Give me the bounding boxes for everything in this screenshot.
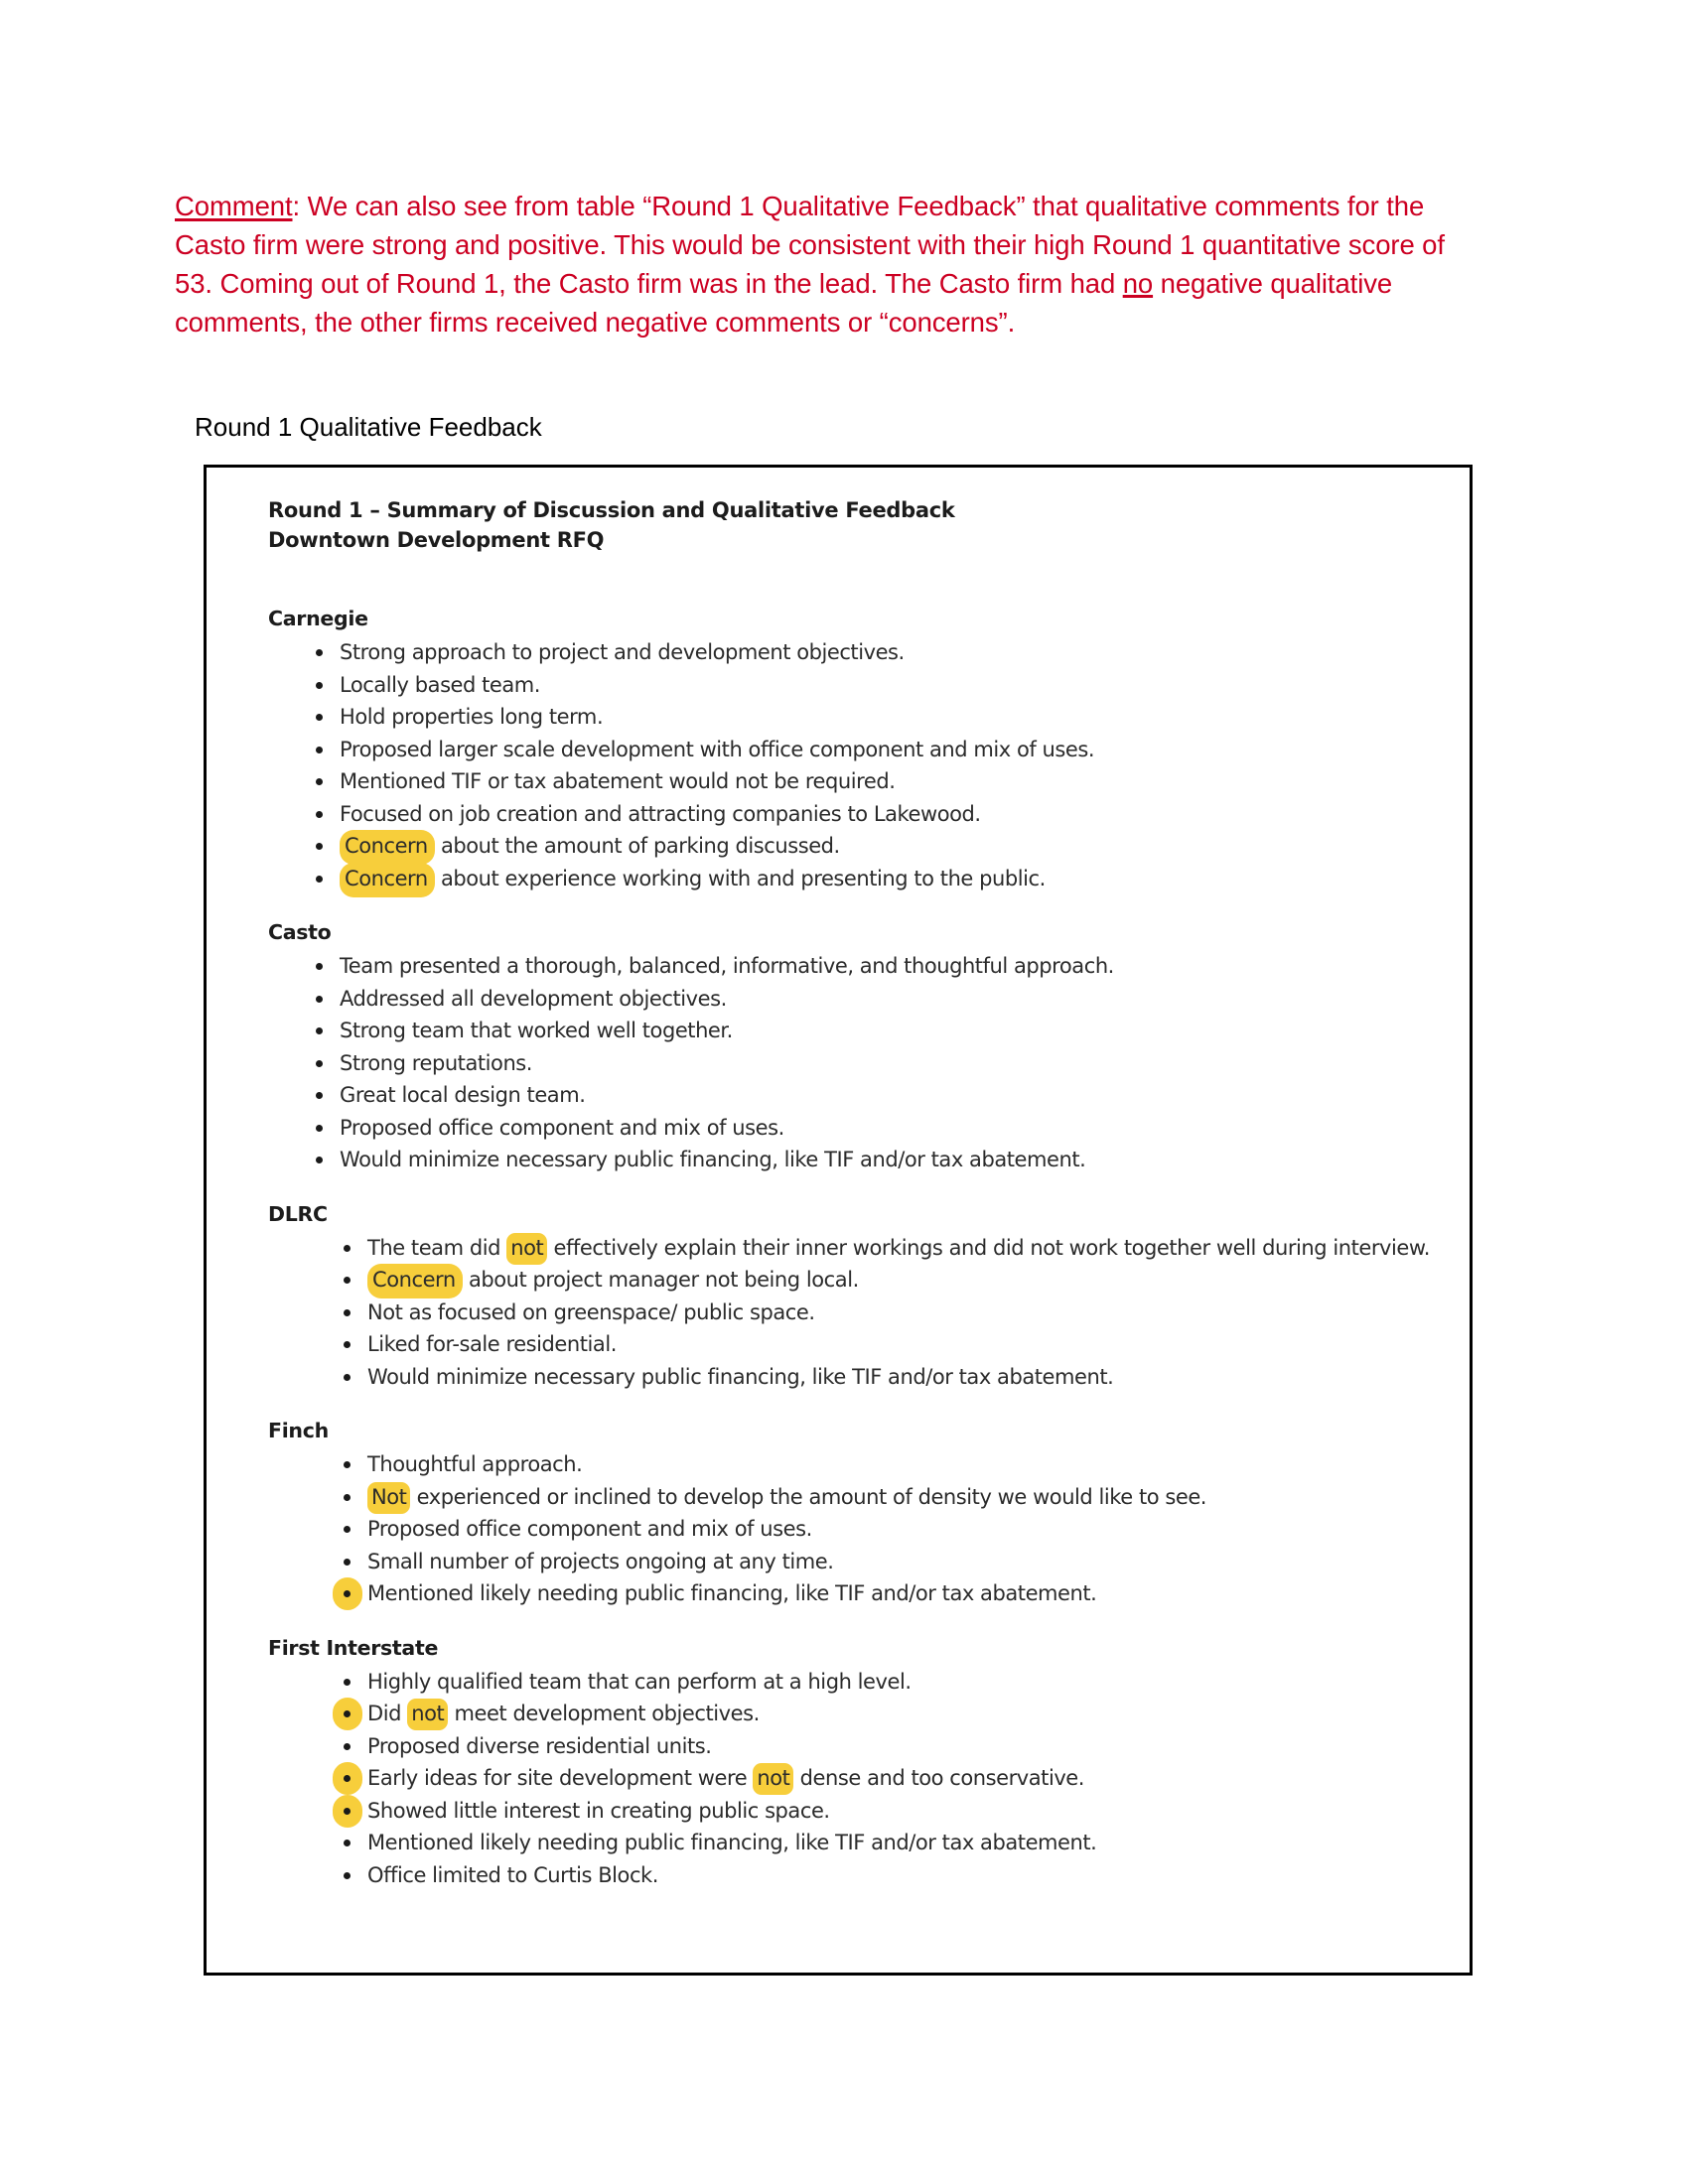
slide-title-line-1: Round 1 – Summary of Discussion and Qualitative Feedback bbox=[268, 498, 955, 522]
bullet-text bbox=[340, 1116, 784, 1140]
bullet-dot-icon bbox=[316, 1060, 323, 1067]
plain-text: effectively explain their inner workings and did not work together well during interview. bbox=[547, 1235, 1430, 1260]
bullet-item bbox=[268, 636, 1456, 669]
plain-text: Would minimize necessary public financing, like TIF and/or tax abatement. bbox=[367, 1364, 1114, 1389]
bullet-item bbox=[268, 863, 1456, 895]
bullet-dot-icon bbox=[316, 682, 323, 689]
plain-text: Great local design team. bbox=[340, 1083, 586, 1107]
firm-sections bbox=[268, 607, 1456, 1891]
highlighted-text: Concern bbox=[340, 863, 435, 897]
bullet-text bbox=[367, 1517, 812, 1541]
comment-label: Comment bbox=[175, 191, 293, 221]
bullet-text bbox=[340, 1051, 532, 1075]
plain-text: Strong approach to project and development objectives. bbox=[340, 640, 905, 664]
bullet-dot-icon bbox=[316, 1092, 323, 1099]
comment-text-part-2: negative qualitative comments, the other firms received negative comments or “concerns”. bbox=[175, 268, 1393, 338]
plain-text: Not as focused on greenspace/ public space. bbox=[367, 1299, 815, 1324]
bullet-text bbox=[340, 640, 905, 664]
bullet-item bbox=[268, 1795, 1456, 1828]
bullet-item bbox=[268, 701, 1456, 734]
bullet-text bbox=[367, 1863, 658, 1887]
plain-text: Proposed office component and mix of uses. bbox=[367, 1517, 812, 1541]
plain-text: Focused on job creation and attracting companies to Lakewood. bbox=[340, 801, 981, 826]
plain-text: Mentioned likely needing public financing, like TIF and/or tax abatement. bbox=[367, 1581, 1097, 1605]
bullet-dot-icon bbox=[344, 1245, 351, 1252]
bullet-list bbox=[268, 636, 1456, 894]
bullet-dot-icon bbox=[316, 876, 323, 883]
bullet-text bbox=[367, 1799, 830, 1823]
plain-text: about project manager not being local. bbox=[462, 1268, 859, 1292]
plain-text: dense and too conservative. bbox=[793, 1766, 1084, 1790]
plain-text: about the amount of parking discussed. bbox=[434, 834, 840, 858]
figure-caption: Round 1 Qualitative Feedback bbox=[195, 412, 542, 442]
bullet-text bbox=[340, 802, 981, 826]
bullet-text bbox=[340, 834, 840, 858]
slide-content bbox=[268, 495, 1456, 1891]
bullet-dot-icon bbox=[344, 1590, 351, 1597]
bullet-text bbox=[367, 1670, 912, 1694]
plain-text: Team presented a thorough, balanced, informative, and thoughtful approach. bbox=[340, 954, 1114, 978]
bullet-dot-icon bbox=[344, 1840, 351, 1846]
firm-name-carnegie: Carnegie bbox=[268, 607, 368, 630]
bullet-dot-icon bbox=[316, 649, 323, 656]
bullet-item bbox=[268, 1361, 1456, 1394]
slide-title bbox=[268, 495, 1456, 555]
bullet-item bbox=[268, 734, 1456, 766]
reviewer-comment-paragraph bbox=[175, 187, 1476, 341]
comment-label-suffix: : bbox=[292, 191, 301, 221]
bullet-dot-icon bbox=[316, 963, 323, 970]
bullet-dot-icon bbox=[344, 1277, 351, 1284]
comment-text-part-1: We can also see from table “Round 1 Qualitative Feedback” that qualitative comments for the Casto firm were strong and positive. This would be consistent with their high Round 1 quantitative score of 53. Coming out of Round 1, the Casto firm was in the lead. The Casto firm had bbox=[175, 191, 1445, 299]
plain-text: The team did bbox=[367, 1235, 507, 1260]
bullet-dot-icon bbox=[316, 811, 323, 818]
qualitative-feedback-figure-box bbox=[204, 465, 1473, 1976]
bullet-item bbox=[268, 1546, 1456, 1578]
plain-text: Proposed larger scale development with office component and mix of uses. bbox=[340, 737, 1095, 761]
bullet-dot-icon bbox=[316, 1027, 323, 1034]
bullet-text bbox=[367, 1332, 617, 1356]
bullet-item bbox=[268, 1015, 1456, 1047]
bullet-text bbox=[367, 1550, 833, 1573]
bullet-text bbox=[367, 1831, 1096, 1854]
plain-text: Strong team that worked well together. bbox=[340, 1019, 733, 1042]
bullet-item bbox=[268, 830, 1456, 863]
plain-text: Small number of projects ongoing at any time. bbox=[367, 1549, 834, 1573]
firm-name-casto: Casto bbox=[268, 920, 332, 944]
bullet-text bbox=[367, 1734, 711, 1758]
plain-text: Locally based team. bbox=[340, 672, 541, 697]
firm-name-finch: Finch bbox=[268, 1419, 329, 1442]
bullet-text bbox=[367, 1702, 760, 1725]
bullet-dot-icon bbox=[344, 1341, 351, 1348]
bullet-item bbox=[268, 950, 1456, 983]
bullet-dot-icon bbox=[344, 1775, 351, 1782]
bullet-item bbox=[268, 1666, 1456, 1699]
bullet-dot-icon bbox=[344, 1710, 351, 1717]
highlighted-text: not bbox=[407, 1699, 448, 1730]
bullet-dot-icon bbox=[344, 1679, 351, 1686]
comment-underlined-word: no bbox=[1122, 268, 1154, 299]
plain-text: Mentioned TIF or tax abatement would not be required. bbox=[340, 769, 896, 793]
highlighted-text: Concern bbox=[340, 830, 435, 865]
bullet-item bbox=[268, 1297, 1456, 1329]
plain-text: experienced or inclined to develop the amount of density we would like to see. bbox=[410, 1484, 1207, 1509]
plain-text: Proposed office component and mix of uses. bbox=[340, 1115, 784, 1140]
plain-text: Highly qualified team that can perform at a high level. bbox=[367, 1669, 912, 1694]
bullet-item bbox=[268, 798, 1456, 831]
bullet-text bbox=[340, 1019, 733, 1042]
bullet-dot-icon bbox=[344, 1559, 351, 1566]
bullet-dot-icon bbox=[344, 1374, 351, 1381]
slide-title-line-2: Downtown Development RFQ bbox=[268, 528, 605, 552]
bullet-text bbox=[340, 954, 1114, 978]
bullet-item bbox=[268, 1232, 1456, 1265]
bullet-text bbox=[340, 987, 727, 1011]
plain-text: Liked for-sale residential. bbox=[367, 1332, 617, 1356]
bullet-text bbox=[340, 738, 1094, 761]
bullet-item bbox=[268, 1513, 1456, 1546]
bullet-text bbox=[367, 1236, 1430, 1260]
plain-text: Would minimize necessary public financing, like TIF and/or tax abatement. bbox=[340, 1148, 1086, 1171]
bullet-dot-icon bbox=[344, 1461, 351, 1468]
bullet-dot-icon bbox=[316, 1125, 323, 1132]
bullet-list bbox=[268, 950, 1456, 1176]
bullet-item bbox=[268, 983, 1456, 1016]
bullet-text bbox=[340, 673, 540, 697]
bullet-dot-icon bbox=[316, 996, 323, 1003]
bullet-item bbox=[268, 1481, 1456, 1514]
bullet-item bbox=[268, 1448, 1456, 1481]
bullet-text bbox=[367, 1268, 859, 1292]
highlighted-text: not bbox=[753, 1763, 793, 1795]
plain-text: Thoughtful approach. bbox=[367, 1452, 583, 1476]
plain-text: meet development objectives. bbox=[448, 1702, 760, 1725]
plain-text: Early ideas for site development were bbox=[367, 1766, 754, 1790]
bullet-item bbox=[268, 1827, 1456, 1859]
firm-name-dlrc: DLRC bbox=[268, 1201, 328, 1226]
bullet-dot-icon bbox=[316, 843, 323, 850]
bullet-item bbox=[268, 1112, 1456, 1145]
highlighted-text: Concern bbox=[367, 1264, 463, 1298]
plain-text: Showed little interest in creating public space. bbox=[367, 1798, 830, 1823]
bullet-item bbox=[268, 669, 1456, 702]
highlighted-text: not bbox=[506, 1233, 547, 1265]
bullet-item bbox=[268, 1859, 1456, 1892]
bullet-dot-icon bbox=[344, 1526, 351, 1533]
bullet-dot-icon bbox=[344, 1309, 351, 1316]
firm-name-first-interstate: First Interstate bbox=[268, 1635, 439, 1660]
bullet-text bbox=[367, 1766, 1084, 1790]
bullet-dot-icon bbox=[344, 1808, 351, 1815]
bullet-text bbox=[367, 1365, 1113, 1389]
bullet-text bbox=[367, 1452, 582, 1476]
bullet-dot-icon bbox=[316, 778, 323, 785]
bullet-text bbox=[340, 769, 895, 793]
bullet-list bbox=[268, 1448, 1456, 1610]
plain-text: Mentioned likely needing public financing, like TIF and/or tax abatement. bbox=[367, 1831, 1097, 1854]
bullet-text bbox=[340, 867, 1046, 890]
bullet-item bbox=[268, 1047, 1456, 1080]
bullet-text bbox=[367, 1300, 815, 1324]
bullet-item bbox=[268, 1762, 1456, 1795]
bullet-text bbox=[367, 1581, 1096, 1605]
plain-text: Hold properties long term. bbox=[340, 705, 604, 729]
bullet-text bbox=[340, 1148, 1085, 1171]
plain-text: Office limited to Curtis Block. bbox=[367, 1862, 658, 1887]
bullet-dot-icon bbox=[344, 1743, 351, 1750]
bullet-text bbox=[367, 1485, 1206, 1509]
highlighted-text: Not bbox=[367, 1482, 410, 1514]
bullet-item bbox=[268, 1144, 1456, 1176]
bullet-item bbox=[268, 1079, 1456, 1112]
plain-text: Strong reputations. bbox=[340, 1050, 533, 1075]
bullet-item bbox=[268, 765, 1456, 798]
bullet-dot-icon bbox=[316, 714, 323, 721]
bullet-item bbox=[268, 1730, 1456, 1763]
plain-text: Addressed all development objectives. bbox=[340, 986, 727, 1011]
bullet-list bbox=[268, 1666, 1456, 1892]
bullet-list bbox=[268, 1232, 1456, 1394]
plain-text: Did bbox=[367, 1702, 408, 1725]
bullet-text bbox=[340, 1083, 585, 1107]
bullet-dot-icon bbox=[316, 747, 323, 753]
bullet-dot-icon bbox=[316, 1157, 323, 1163]
bullet-text bbox=[340, 705, 603, 729]
bullet-item bbox=[268, 1577, 1456, 1610]
bullet-dot-icon bbox=[344, 1494, 351, 1501]
plain-text: about experience working with and presenting to the public. bbox=[434, 866, 1046, 890]
bullet-dot-icon bbox=[344, 1872, 351, 1879]
bullet-item bbox=[268, 1698, 1456, 1730]
plain-text: Proposed diverse residential units. bbox=[367, 1733, 712, 1758]
bullet-item bbox=[268, 1264, 1456, 1297]
bullet-item bbox=[268, 1328, 1456, 1361]
